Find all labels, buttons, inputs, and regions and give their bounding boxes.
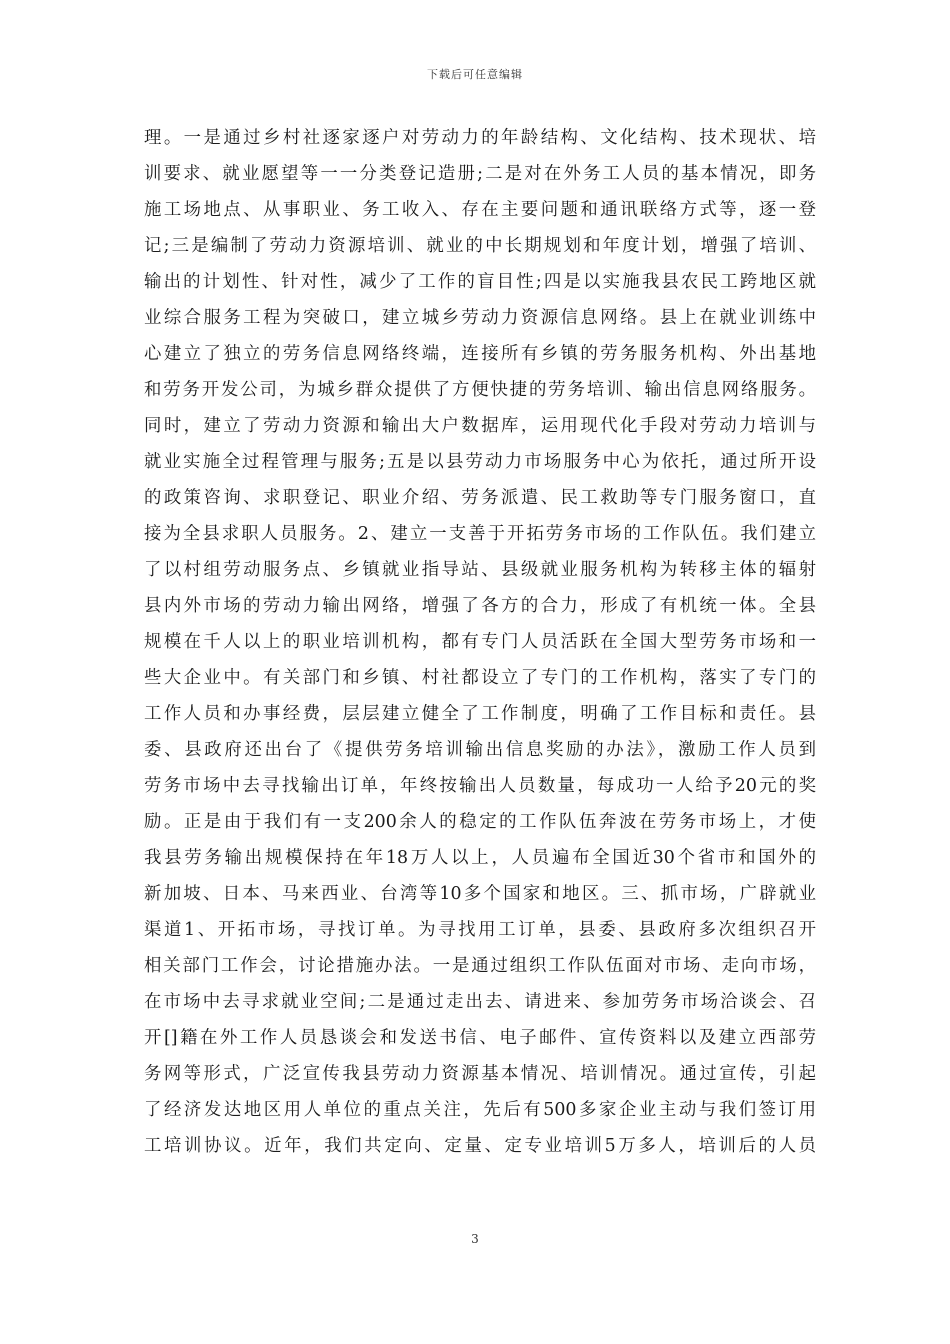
- text-line: 县内外市场的劳动力输出网络，增强了各方的合力，形成了有机统一体。全县: [144, 596, 816, 616]
- text-line: 工作人员和办事经费，层层建立健全了工作制度，明确了工作目标和责任。县: [144, 704, 816, 724]
- text-line: 相关部门工作会，讨论措施办法。一是通过组织工作队伍面对市场、走向市场，: [144, 956, 816, 976]
- text-line: 工培训协议。近年，我们共定向、定量、定专业培训5万多人，培训后的人员: [144, 1136, 816, 1156]
- text-line: 施工场地点、从事职业、务工收入、存在主要问题和通讯联络方式等，逐一登: [144, 200, 816, 220]
- text-line: 我县劳务输出规模保持在年18万人以上，人员遍布全国近30个省市和国外的: [144, 848, 816, 868]
- text-line: 训要求、就业愿望等一一分类登记造册;二是对在外务工人员的基本情况，即务: [144, 164, 816, 184]
- text-line: 劳务市场中去寻找输出订单，年终按输出人员数量，每成功一人给予20元的奖: [144, 776, 816, 796]
- text-line: 输出的计划性、针对性，减少了工作的盲目性;四是以实施我县农民工跨地区就: [144, 272, 816, 292]
- text-line: 在市场中去寻求就业空间;二是通过走出去、请进来、参加劳务市场洽谈会、召: [144, 992, 816, 1012]
- body-text: [144, 120, 816, 1164]
- text-line: 和劳务开发公司，为城乡群众提供了方便快捷的劳务培训、输出信息网络服务。: [144, 380, 816, 400]
- text-line: 务网等形式，广泛宣传我县劳动力资源基本情况、培训情况。通过宣传，引起: [144, 1064, 816, 1084]
- text-line: 记;三是编制了劳动力资源培训、就业的中长期规划和年度计划，增强了培训、: [144, 236, 816, 256]
- text-line: 渠道1、开拓市场，寻找订单。为寻找用工订单，县委、县政府多次组织召开: [144, 920, 816, 940]
- text-line: 理。一是通过乡村社逐家逐户对劳动力的年龄结构、文化结构、技术现状、培: [144, 128, 816, 148]
- page-header: 下载后可任意编辑: [427, 68, 523, 81]
- text-line: 开[]籍在外工作人员恳谈会和发送书信、电子邮件、宣传资料以及建立西部劳: [144, 1028, 816, 1048]
- text-line: 接为全县求职人员服务。2、建立一支善于开拓劳务市场的工作队伍。我们建立: [144, 524, 816, 544]
- text-line: 的政策咨询、求职登记、职业介绍、劳务派遣、民工救助等专门服务窗口，直: [144, 488, 816, 508]
- text-line: 业综合服务工程为突破口，建立城乡劳动力资源信息网络。县上在就业训练中: [144, 308, 816, 328]
- text-line: 些大企业中。有关部门和乡镇、村社都设立了专门的工作机构，落实了专门的: [144, 668, 816, 688]
- text-line: 了经济发达地区用人单位的重点关注，先后有500多家企业主动与我们签订用: [144, 1100, 816, 1120]
- text-line: 规模在千人以上的职业培训机构，都有专门人员活跃在全国大型劳务市场和一: [144, 632, 816, 652]
- text-line: 了以村组劳动服务点、乡镇就业指导站、县级就业服务机构为转移主体的辐射: [144, 560, 816, 580]
- page-number: 3: [471, 1232, 479, 1246]
- text-line: 励。正是由于我们有一支200余人的稳定的工作队伍奔波在劳务市场上，才使: [144, 812, 816, 832]
- text-line: 委、县政府还出台了《提供劳务培训输出信息奖励的办法》，激励工作人员到: [144, 740, 816, 760]
- text-line: 新加坡、日本、马来西业、台湾等10多个国家和地区。三、抓市场，广辟就业: [144, 884, 816, 904]
- text-line: 同时，建立了劳动力资源和输出大户数据库，运用现代化手段对劳动力培训与: [144, 416, 816, 436]
- text-line: 心建立了独立的劳务信息网络终端，连接所有乡镇的劳务服务机构、外出基地: [144, 344, 816, 364]
- text-line: 就业实施全过程管理与服务;五是以县劳动力市场服务中心为依托，通过所开设: [144, 452, 816, 472]
